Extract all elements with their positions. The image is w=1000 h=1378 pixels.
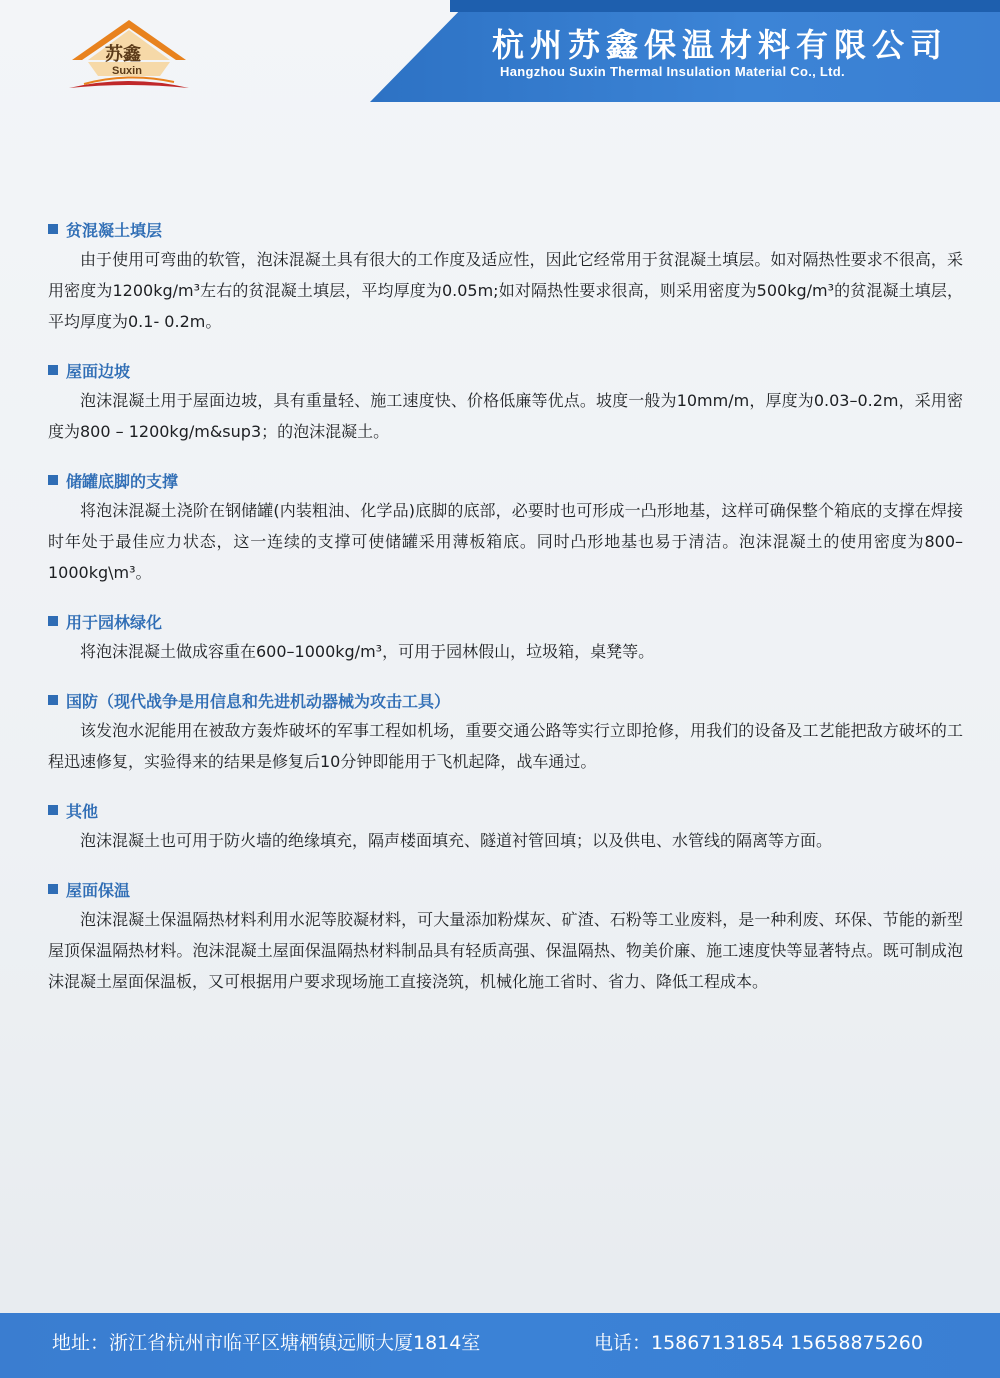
bullet-square-icon — [48, 805, 58, 815]
footer-address: 地址：浙江省杭州市临平区塘栖镇远顺大厦1814室 — [52, 1332, 481, 1354]
section-national-defense — [48, 685, 963, 777]
section-body: 将泡沫混凝土做成容重在600–1000kg/m³，可用于园林假山，垃圾箱，桌凳等。 — [80, 642, 655, 661]
logo-text-cn: 苏鑫 — [105, 44, 141, 65]
section-title: 屋面保温 — [48, 874, 963, 904]
content-area — [48, 214, 963, 1015]
bullet-square-icon — [48, 616, 58, 626]
section-title: 国防（现代战争是用信息和先进机动器械为攻击工具） — [48, 685, 963, 715]
header-accent-strip — [450, 0, 1000, 12]
footer-bar — [0, 1313, 1000, 1378]
company-name-en: Hangzhou Suxin Thermal Insulation Material Co., Ltd. — [500, 64, 845, 79]
company-name-cn: 杭州苏鑫保温材料有限公司 — [492, 26, 949, 64]
bullet-square-icon — [48, 884, 58, 894]
section-title: 屋面边坡 — [48, 355, 963, 385]
section-body: 由于使用可弯曲的软管，泡沫混凝土具有很大的工作度及适应性，因此它经常用于贫混凝土填层。如对隔热性要求不很高，采用密度为1200kg/m³左右的贫混凝土填层，平均厚度为0.05m;如对隔热性要求很高，则采用密度为500kg/m³的贫混凝土填层，平均厚度为0.1- 0.2m。 — [48, 250, 963, 331]
section-body: 泡沫混凝土也可用于防火墙的绝缘填充，隔声楼面填充、隧道衬管回填；以及供电、水管线的隔离等方面。 — [80, 831, 833, 850]
section-title: 贫混凝土填层 — [48, 214, 963, 244]
section-roof-slope — [48, 355, 963, 447]
section-lean-concrete-fill — [48, 214, 963, 337]
section-body: 泡沫混凝土保温隔热材料利用水泥等胶凝材料，可大量添加粉煤灰、矿渣、石粉等工业废料，是一种利废、环保、节能的新型屋顶保温隔热材料。泡沫混凝土屋面保温隔热材料制品具有轻质高强、保温隔热、物美价廉、施工速度快等显著特点。既可制成泡沫混凝土屋面保温板，又可根据用户要求现场施工直接浇筑，机械化施工省时、省力、降低工程成本。 — [48, 910, 963, 991]
bullet-square-icon — [48, 695, 58, 705]
section-title: 储罐底脚的支撑 — [48, 465, 963, 495]
bullet-square-icon — [48, 365, 58, 375]
section-body: 该发泡水泥能用在被敌方轰炸破坏的军事工程如机场，重要交通公路等实行立即抢修，用我们的设备及工艺能把敌方破坏的工程迅速修复，实验得来的结果是修复后10分钟即能用于飞机起降，战车通过。 — [48, 721, 963, 771]
section-title: 其他 — [48, 795, 963, 825]
logo-text-en: Suxin — [112, 65, 142, 77]
section-other — [48, 795, 963, 856]
section-body: 将泡沫混凝土浇阶在钢储罐(内装粗油、化学品)底脚的底部，必要时也可形成一凸形地基，这样可确保整个箱底的支撑在焊接时年处于最佳应力状态，这一连续的支撑可使储罐采用薄板箱底。同时凸形地基也易于清洁。泡沫混凝土的使用密度为800–1000kg\m³。 — [48, 501, 963, 582]
section-body: 泡沫混凝土用于屋面边坡，具有重量轻、施工速度快、价格低廉等优点。坡度一般为10mm/m，厚度为0.03–0.2m，采用密度为800 – 1200kg/m&sup3；的泡沫混凝土。 — [48, 391, 963, 441]
section-landscaping — [48, 606, 963, 667]
bullet-square-icon — [48, 475, 58, 485]
section-title: 用于园林绿化 — [48, 606, 963, 636]
section-roof-insulation — [48, 874, 963, 997]
footer-phone: 电话：15867131854 15658875260 — [594, 1332, 923, 1354]
section-tank-footing — [48, 465, 963, 588]
bullet-square-icon — [48, 224, 58, 234]
